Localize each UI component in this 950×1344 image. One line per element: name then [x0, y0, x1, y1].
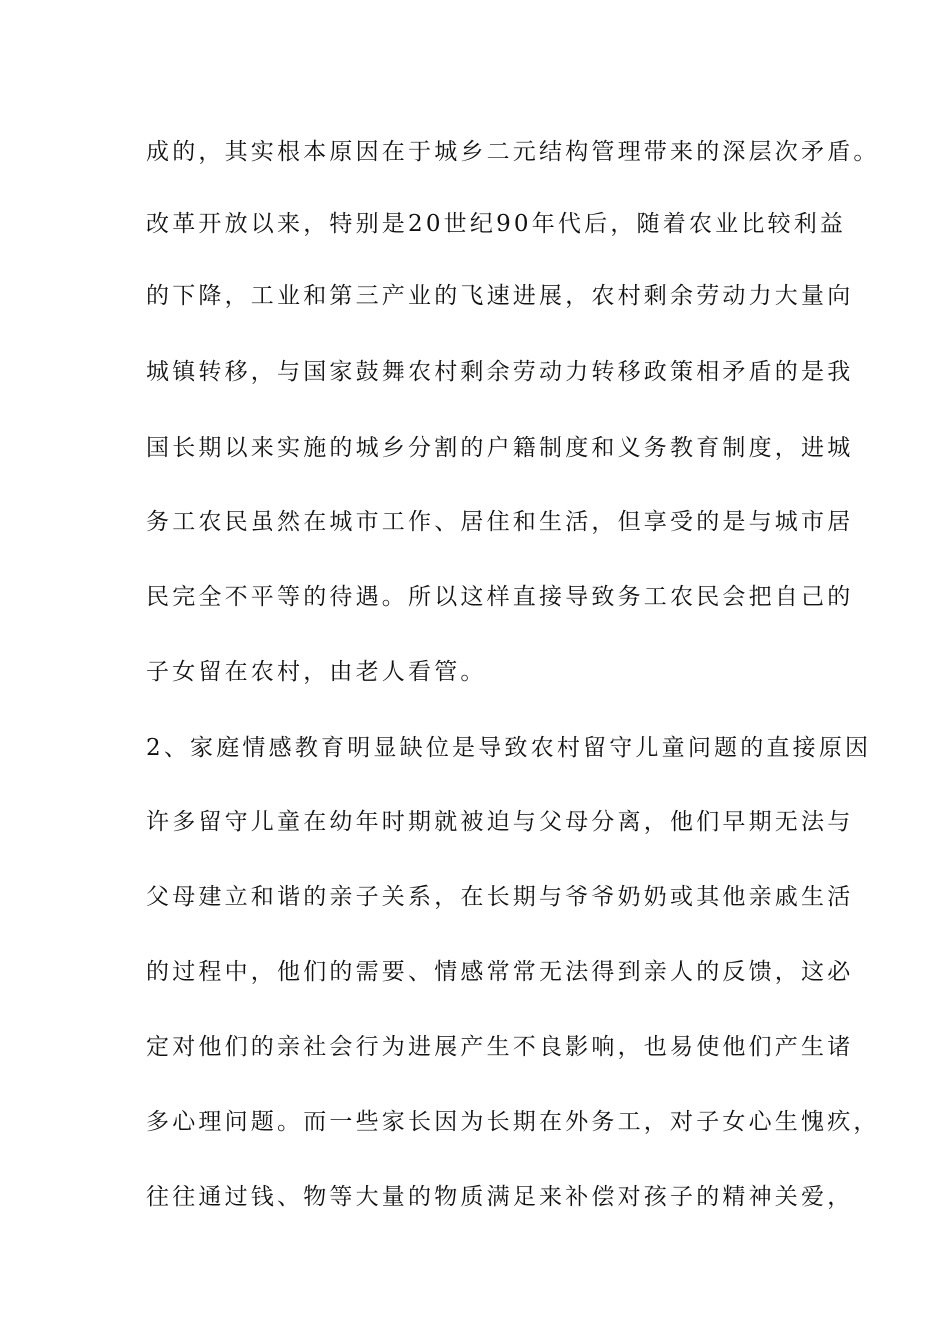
text-line: 国长期以来实施的城乡分割的户籍制度和义务教育制度，进城: [146, 435, 854, 461]
text-line: 城镇转移，与国家鼓舞农村剩余劳动力转移政策相矛盾的是我: [146, 359, 854, 385]
text-line: 子女留在农村，由老人看管。: [146, 659, 487, 685]
text-line: 父母建立和谐的亲子关系，在长期与爷爷奶奶或其他亲戚生活: [146, 884, 854, 910]
section-heading: 2、家庭情感教育明显缺位是导致农村留守儿童问题的直接原因: [146, 735, 872, 761]
text-line: 成的，其实根本原因在于城乡二元结构管理带来的深层次矛盾。: [146, 139, 880, 165]
text-line: 许多留守儿童在幼年时期就被迫与父母分离，他们早期无法与: [146, 809, 854, 835]
text-line: 改革开放以来，特别是20世纪90年代后，随着农业比较利益: [146, 211, 847, 237]
text-line: 的下降，工业和第三产业的飞速进展，农村剩余劳动力大量向: [146, 283, 854, 309]
text-line: 务工农民虽然在城市工作、居住和生活，但享受的是与城市居: [146, 509, 854, 535]
text-line: 多心理问题。而一些家长因为长期在外务工，对子女心生愧疚，: [146, 1109, 880, 1135]
text-line: 往往通过钱、物等大量的物质满足来补偿对孩子的精神关爱，: [146, 1184, 854, 1210]
text-line: 民完全不平等的待遇。所以这样直接导致务工农民会把自己的: [146, 584, 854, 610]
text-line: 定对他们的亲社会行为进展产生不良影响，也易使他们产生诸: [146, 1034, 854, 1060]
text-line: 的过程中，他们的需要、情感常常无法得到亲人的反馈，这必: [146, 959, 854, 985]
